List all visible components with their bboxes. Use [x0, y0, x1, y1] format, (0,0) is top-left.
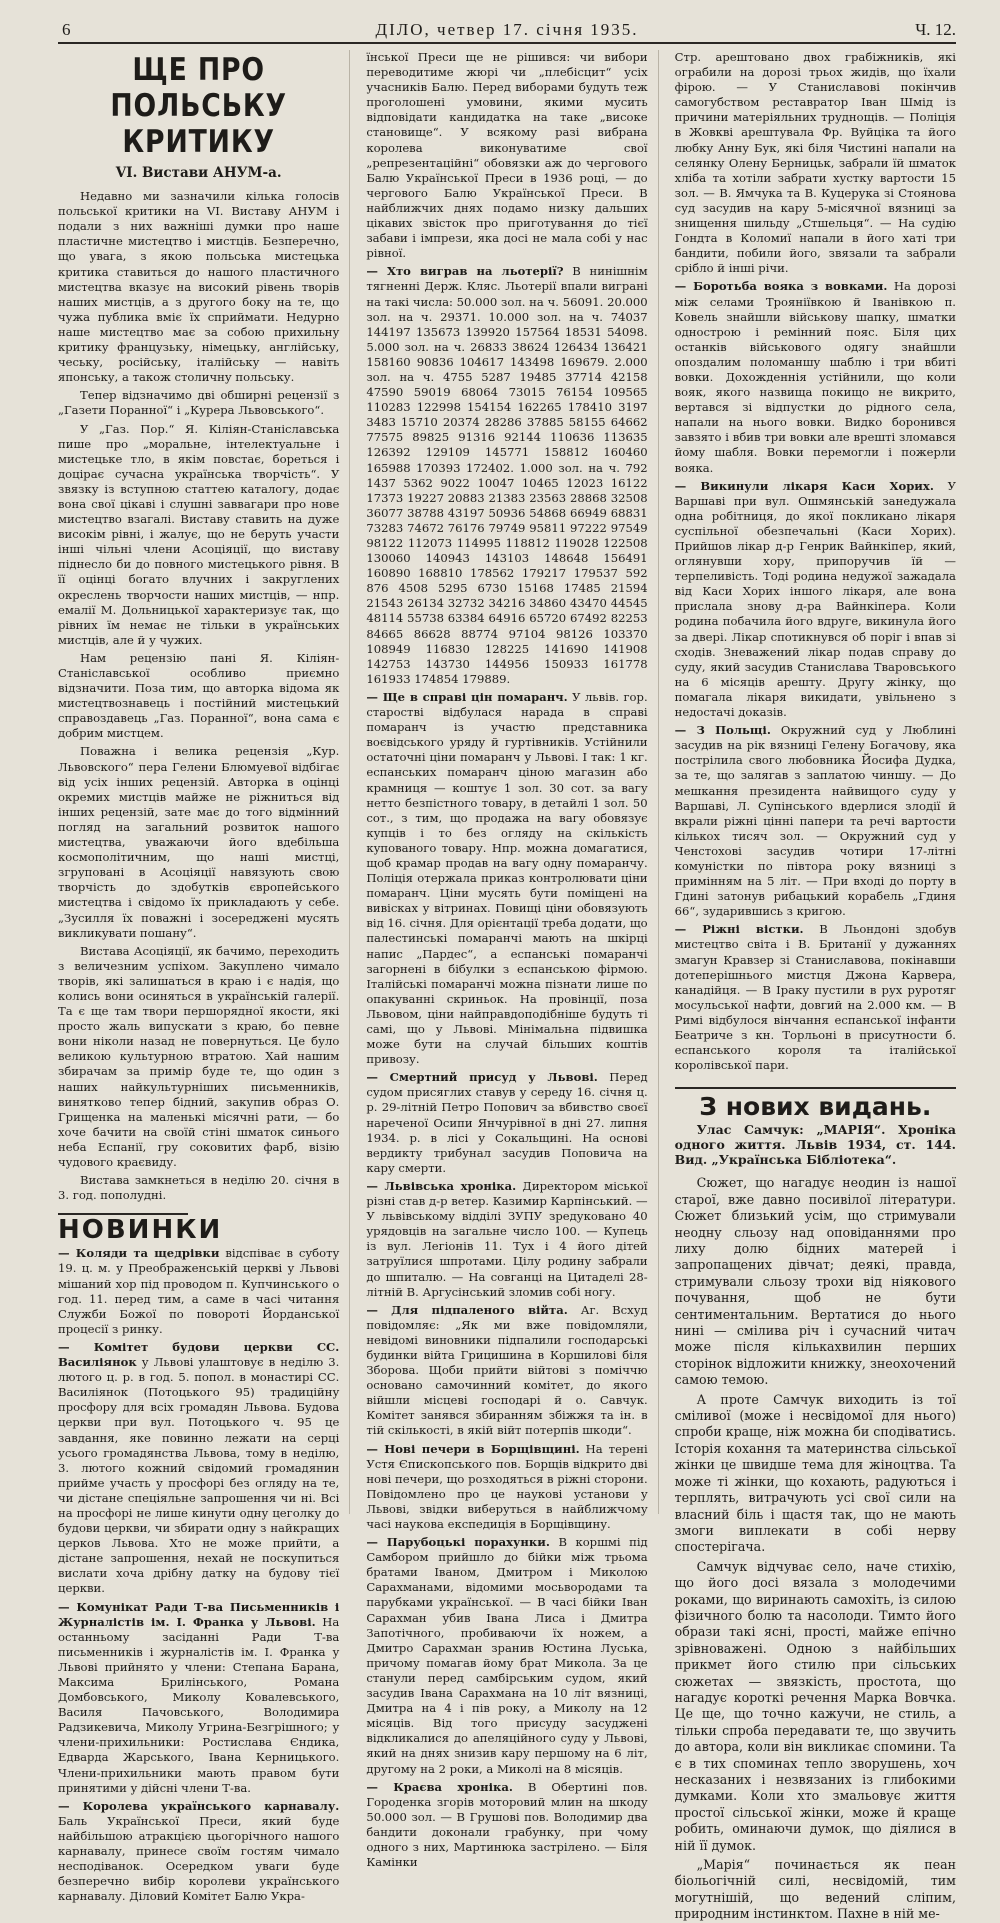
- news-item-lead: — Ріжні вістки.: [674, 922, 804, 937]
- news-item: [366, 1780, 647, 1871]
- news-item-text: У Варшаві при вул. Ошмянській занедужала одна робітниця, до якої покликано лікаря суспільної обезпечальні (Каси Хорих). Прийшов лікар д-р Генрик Вайнкіпер, який, оглянувши хору, припоручив їй — терпеливість. Тоді родина недужої зажадала від Каси Хорих іншого лікаря, але вона прислала знову д-ра Вайнкіпера. Коли родина побачила його вдруге, викинула його за двері. Лікар спотикнувся об поріг і впав зі сходів. Зневажений лікар подав справу до суду, який засудив Станислава Тваровського на 6 місяців арешту. Другу жінку, що помагала лікаря викидати, увільнено з недостачі доказів.: [674, 478, 956, 720]
- news-item: [58, 1600, 339, 1796]
- news-item: [366, 1179, 647, 1300]
- review-paragraph: Сюжет, що нагадує неодин із нашої старої, вже давно посивілої літератури. Сюжет близький усім, що стримували неодну сльозу над оповіданнями про лиху долю бідних матерей і запропащених дівчат; деякі, правда, стримували сльозу трохи від ніякового почування, щоб не бути сентиментальним. Вертатися до нього нині — смілива річ і сучасний читач може після кількахвилин перших сторінок відложити книжку, знеохочений самою темою.: [674, 1175, 956, 1388]
- news-item-lead: — Комітет будови церкви СС. Василіянок: [58, 1339, 340, 1370]
- reviews-section-title: З нових видань.: [675, 1087, 956, 1114]
- page-number: 6: [62, 20, 71, 39]
- news-item-lead: — Нові печери в Борщівщині.: [366, 1441, 580, 1456]
- news-item: [58, 1246, 339, 1337]
- news-item-text: Окружний суд у Люблині засудив на рік вязниці Гелену Богачову, яка пострілила свого любовника Йосифа Дудка, за те, що залягав з заплатою чиншу. — До мешкання президента найвищого суду у Варшаві, Л. Супінського вдерлися злодії й вкрали ріжні цінні папери та речі вартости кількох тисяч зол. — Окружний суд у Ченстохові засудив чотири 17-літні комуністки по півтора року вязниці з примінням на 5 літ. — При вході до порту в Гдині затонув рибацький корабель „Гдиня 66“, зударившись з кригою.: [674, 723, 956, 919]
- review-paragraph: А проте Самчук виходить із тої сміливої (може і несвідомої для нього) спроби краще, ніж можна би сподіватись. Історія кохання та материнства сільської жінки це швидше тема для жіноцтва. Та може ті жінки, що кохають, радуються і терплять, витрачують усі свої сили на власний біль і щастя так, що не мають змоги виплекати в собі нерву спостерігача.: [674, 1391, 956, 1555]
- news-item-text: Директором міської різні став д-р ветер. Казимир Карпінський. — У львівському відділі ЗУПУ зредуковано 40 урядовців на загальне число 100. — Купець із вул. Легіонів 11. Тух і 4 його дітей затруїлися шпротами. Цілу родину забрали до шпиталю. — На совганці на Цитаделі 28-літній В. Аргусінський зломив собі ногу.: [366, 1178, 648, 1299]
- news-item: [675, 922, 956, 1073]
- news-item-text: у Львові улаштовує в неділю 3. лютого ц. р. в год. 5. попол. в монастирі СС. Василіянок (Потоцького 95) традиційну просфору для всіх громадян Львова. Будова церкви при вул. Потоцького ч. 95 це завдання, яке повинно лежати на серці усього громадянства Львова, тому в неділю, 3. лютого кожний свідомий громадянин прийме участь у просфорі без огляду на те, чи дістане спеціяльне запрошення чи ні. Всі на просфорі не лише кинути одну цеголку до будови церкви, чи збирати одну з найкращих церков Львова. Хто не може прийти, а дістане запрошення, нехай не поскупиться вислати хоча дрібну датку на будову тієї церкви.: [58, 1355, 340, 1596]
- news-item-text: На дорозі між селами Трояніївкою й Іванівкою п. Ковель знайшли військову шапку, шматки однострою і ремінний пояс. Біля цих останків військового одягу знайшли опоздалим поломаншу шаблю і три вбиті вовки. Дохожденнія устійнили, що коли вояк, якого назвища покищо не викрито, вертався зі відпустки до рідного села, напали на нього вовки. Видко боронився завзято і вбив три вовки але врешті зломався йому шабля. Вовки перемогли і пожерли вояка.: [674, 279, 956, 475]
- article-paragraph: Нам рецензію пані Я. Кіліян-Станіславської особливо приємно відзначити. Поза тим, що авторка відома як мистецтвознавець і постійний мистецький справоздавець „Газ. Поранної“, вона сама є добрим мистцем.: [58, 650, 340, 741]
- news-item-text: В Льондоні здобув мистецтво світа і В. Британії у дужаннях змагун Кравзер зі Станиславова, покінавши дотеперішнього мистця Джона Карвера, канадійця. — В Іраку пустили в рух руротяг мосульської нафти, довгий на 2.000 км. — В Римі відбулося вінчання еспанської інфанти Беатриче з кн. Торльоні в присутности б. еспанського короля та італійської королівської пари.: [674, 922, 956, 1073]
- article-paragraph: Вистава Асоціяції, як бачимо, переходить з величезним успіхом. Закуплено чимало творів, які залишаться в краю і є надія, що колись вони осиняться в українській галерії. Та є ще там твори першорядної якости, які просто жаль випускати з краю, бо певне вони ніколи назад не повернуться. Це було великою культурною втратою. Хай нашим збирачам за примір буде те, що один з наших найкультурніших письменників, винятково тепер бідний, закупив образ О. Грищенка на маленькі місячні рати, — бо хоче бачити на своїй стіні шматок синього неба Еспанії, гру соковитих фарб, візію чудового краєвиду.: [58, 943, 340, 1169]
- news-item-text: В коршмі під Самбором прийшло до бійки між трьома братами Іваном, Дмитром і Миколою Сарахманами, відомими мосьвородами та парубками української. — В часі бійки Іван Сарахман убив Івана Лиса і Дмитра Запотічного, пробиваючи їх ножем, а Дмитро Сарахман зранив Юстина Луська, причому помагав йому брат Микола. За це станули перед самбірським судом, який засудив Івана Сарахмана на 10 літ вязниці, Дмитра на 4 і пів року, а Миколу на 12 місяців. Від того присуду засуджені відкликалися до апеляційного суду у Львові, який на днях знизив кару першому на 6 літ, другому на 2 роки, а Миколі на 8 місяців.: [366, 1535, 648, 1776]
- news-item: [58, 1799, 339, 1905]
- news-item-text: Перед судом присяглих ставув у середу 16. січня ц. р. 29-літній Петро Попович за вбивство своєї нареченої Осипи Янчурівної в дні 27. липня 1934. р. в лісі у Сокальщині. На основі вердикту трибунал засудив Поповича на кару смерти.: [366, 1070, 648, 1175]
- news-item: [675, 479, 956, 721]
- news-item-text: Аг. Всхуд повідомляє: „Як ми вже повідомляли, невідомі виновники підпалили господарські будинки війта Грицишина в Коршилові біля Зборова. Щоби прийти війтові з поміччю основано самочинний комітет, до якого війшли місцеві господарі й о. Савчук. Комітет занявся збиранням збіжжя та ін. в тій скількості, в якій війт потерпів шкоди“.: [366, 1302, 648, 1438]
- article-paragraph: Поважна і велика рецензія „Кур. Львовского“ пера Гелени Блюмуевої відбігає від усіх інших рецензій. Авторка в оцінці окремих мистців майже не ріжниться від інших рецензій, зате має до того відмінний погляд на загальний розвиток нашого мистецтва, уважаючи його вдебільша космополітичним, що наші мистці, згруповані в Асоціяції навязують свою творчість до здобутків європейського мистецтва і свідомо їх прикладають у себе. „Зусилля їх поважні і зосереджені мусять викликувати пошану“.: [58, 744, 340, 940]
- news-item-lead: — Комунікат Ради Т-ва Письменників і Журналістів ім. І. Франка у Львові.: [58, 1599, 340, 1629]
- article-paragraph: Тепер відзначимо дві обширні рецензії з „Газети Поранної“ і „Курера Львовського“.: [58, 388, 340, 418]
- news-item-lead: — З Польщі.: [674, 723, 771, 738]
- review-body: [675, 1175, 956, 1922]
- column-1: [58, 50, 350, 1904]
- news-item: [366, 1442, 647, 1533]
- continued-paragraph: Стр. арештовано двох грабіжників, які ограбили на дорозі трьох жидів, що їхали фірою. — У Станиславові покінчив самогубством реставратор Іван Шмід із причини матеріяльних труднощів. — Поліція в Жовкві арештувала Фр. Вуйціка та його любку Анну Бук, які біля Чистині напали на селянку Олену Берницьк, забрали їй шматок хліба та хотіли забрати хустку вартости 15 зол. — В. Ямчука та В. Куцерука зі Стоянова суд засудив на кару 5-місячної вязниці за знищення шильду „Стшельця“. — На судію Гондта в Коломиї напали в його хаті три бандити, побили його, звязали та забрали срібло й інші річи.: [674, 50, 956, 276]
- news-section-title: НОВИНКИ: [58, 1215, 223, 1246]
- news-item-text: В Обертині пов. Городенка згорів моторовий млин на шкоду 50.000 зол. — В Грушові пов. Володимир два бандити доконали грабунку, при чому одного з них, Мартинюка застрілено. — Біля Камінки: [366, 1779, 648, 1870]
- news-item: [366, 1303, 647, 1439]
- news-item-text: У львів. гор. старостві відбулася нарада в справі помаранч із участю представника воєвідського уряду й гуртівників. Устійнили остаточні ціни помаранч у Львові. І так: 1 кг. еспанських помаранч ціною магазин або крамниця — коштує 1 зол. 30 сот. за вагу нетто безпістного товару, в детайлі 1 зол. 50 сот., з тим, що продажа на вагу обовязує купців і то без огляду на скількість купованого товару. Нпр. можна домагатися, щоб крамар продав на вагу одну помаранчу. Поліція отержала приказ контролювати ціни помаранч. Ціни мусять бути поміщені на вивісках у вітринах. Повищі ціни обовязують від 16. січня. Для орієнтації треба додати, що палестинські помаранчі мають на шкірці напис „Пардес“, а еспанські помаранчі загорнені в бібулки з еспанською фірмою. Італійські помаранчі можна пізнати лише по опакуванні скриньок. На провінції, поза Львовом, ціни найправдоподібніше будуть ті самі, що у Львові. Мінімальна підвишка може бути на случай більших коштів привозу.: [366, 689, 648, 1067]
- article-subhead: VI. Вистави АНУМ-а.: [115, 165, 282, 181]
- column-2: [366, 50, 658, 1870]
- article-paragraph: У „Газ. Пор.“ Я. Кіліян-Станіславська пише про „моральне, інтелектуальне і мистецьке тло, в якім повстає, бореться і доцірає сучасна українська творчість“. У звязку із вступною статтею каталогу, додає вона свої цікаві і слушні заввагари про нове мистецтво взагалі. Виставу ставить на дуже високім рівні, і жалує, що не беруть участи інші чільні члени Асоціяції, що виставу піднесло би до повного мистецького рівня. В її оцінці богато влучних і закруглених окреслень творчости наших мистців, — нпр. емалії М. Дольницької характеризує так, що рівних їм немає не тільки в українських мистців, але й у чужих.: [58, 421, 340, 647]
- news-item: [366, 1070, 647, 1176]
- news-item: [675, 279, 956, 475]
- article-paragraph: Вистава замкнеться в неділю 20. січня в 3. год. пополудні.: [58, 1173, 340, 1203]
- news-item: [675, 723, 956, 919]
- news-item: [366, 1535, 647, 1777]
- news-item-text: В нинішнім тягненні Держ. Кляс. Льотерії впали виграні на такі числа: 50.000 зол. на ч. 56091. 20.000 зол. на ч. 29371. 10.000 зол. на ч. 74037 144197 135673 139920 157564 18531 54098. 5.000 зол. на ч. 26833 38624 126434 136421 158160 90836 104617 143498 169679. 2.000 зол. на ч. 4755 5287 19485 37714 42158 47590 59019 68064 73015 76154 109565 110283 122998 154154 162265 178410 3197 3483 15710 20374 28286 37885 58155 64662 77575 89825 91316 92144 110636 113635 126392 129109 145771 158812 160460 165988 170393 172402. 1.000 зол. на ч. 792 1437 5362 9022 10047 10465 12023 16122 17373 19227 20883 21383 23563 28868 32508 36077 38788 43197 50936 54868 66949 68831 73283 74672 76176 79749 95811 97222 97549 98122 112073 114995 118812 119028 122508 130060 140943 143103 148648 156491 160890 168810 178562 179217 179537 592 876 4508 5295 6730 15168 17485 21594 21543 26134 32732 34216 34860 43470 44545 48114 55738 63384 64916 65720 67492 82253 84665 86628 88774 97104 98126 103370 108949 116830 128225 141690 141908 142753 143730 144956 150933 161778 161933 174854 179889.: [366, 264, 648, 686]
- news-item-lead: — Смертний присуд у Львові.: [366, 1070, 598, 1085]
- review-paragraph: „Марія“ починається як пеан біольогічній силі, несвідомій, тим могутнішій, що ведений сліпим, природним інстинктом. Пахне в ній ме-: [674, 1857, 956, 1922]
- news-item-lead: — Коляди та щедрівки: [58, 1246, 220, 1261]
- news-item-text: На останньому засіданні Ради Т-ва письменників і журналістів ім. І. Франка у Львові прийнято у члени: Степана Барана, Максима Брилінського, Романа Домбовського, Миколу Ковалевського, Василя Пачовського, Володимира Радзикевича, Миколу Угрина-Безгрішного; у члени-прихильники: Ростислава Єндика, Едварда Жарського, Івана Керницького. Члени-прихильники мають правом бути принятими у дійсні члени Т-ва.: [58, 1614, 340, 1795]
- news-item: [58, 1340, 339, 1597]
- news-item-text: відспіває в суботу 19. ц. м. у Преображенській церкві у Львові мішаний хор під проводом п. Купчинського о год. 11. перед тим, а саме в часі читання Служби Божої по повороті Йорданської процесії з ринку.: [58, 1246, 340, 1336]
- newspaper-title-date: ДІЛО, четвер 17. січня 1935.: [375, 20, 639, 39]
- news-item-lead: — Краєва хроніка.: [366, 1779, 513, 1794]
- news-item-lead: — Боротьба вояка з вовками.: [674, 279, 888, 294]
- article-paragraph: Недавно ми зазначили кілька голосів польської критики на VI. Виставу АНУМ і подали з них важніші думки про наше пластичне мистецтво і мистців. Безперечно, що увага, з якою польська мистецька критика ставиться до нашого пластичного мистецтва вказує на високий рівень творів наших мистців, а з другого боку на те, що чужа публика вміє їх сприймати. Недурно наше мистецтво має за собою прихильну критику французьку, німецьку, англійську, чеську, російську, італійську — навіть японську, а також столичну польську.: [58, 189, 340, 385]
- column-3: [674, 50, 956, 1922]
- masthead: [58, 18, 956, 44]
- news-item-lead: — Для підпаленого війта.: [366, 1302, 568, 1317]
- news-item-lead: — Парубоцькі порахунки.: [366, 1535, 550, 1550]
- news-item-text: Баль Української Преси, який буде найбільшою атракцією цьогорічного нашого карнавалу, принесе своїм гостям чимало несподіванок. Осередком уваги буде безперечно вибір королеви українського карнавалу. Діловий Комітет Балю Укра-: [58, 1813, 340, 1904]
- news-item-lead: — Викинули лікаря Каси Хорих.: [674, 478, 934, 493]
- news-item-lead: — Ще в справі цін помаранч.: [366, 689, 568, 704]
- issue-number: Ч. 12.: [915, 20, 956, 39]
- news-item: [366, 690, 647, 1067]
- article-headline: ЩЕ ПРО ПОЛЬСЬКУ КРИТИКУ: [110, 52, 287, 160]
- news-item-lead: — Королева українського карнавалу.: [58, 1798, 340, 1813]
- review-paragraph: Самчук відчуває село, наче стихію, що його досі вязала з молодечими роками, що виринають самохіть, із силою фізичного болю та насолоди. Тимто його образи такі ясні, прості, майже епічно зрівноважені. Одною з найбільших прикмет його стилю при сільських сюжетах — звязкість, простота, що нагадує короткі речення Марка Вовчка. Це ще, що точно кажучи, не стиль, а тільки спроба передавати те, що звучить до автора, коли він викликає спомини. Та є в тих споминах тепло зворушень, хоч несказаних і незвязаних із глибокими думками. Коли хто змальовує життя простої сільської жінки, може й краще робить, оминаючи думок, що діялися в ній її думок.: [674, 1558, 956, 1853]
- news-item: [366, 264, 647, 687]
- review-book-title: Улас Самчук: „МАРІЯ“. Хроніка одного життя. Львів 1934, ст. 144. Вид. „Українська Бібліотека“.: [674, 1122, 956, 1168]
- news-item-lead: — Хто виграв на льотерії?: [366, 264, 564, 279]
- continued-paragraph: їнської Преси ще не рішився: чи вибори переводитиме жюрі чи „плебісцит“ усіх учасників Балю. Перед виборами будуть теж проголошені умовини, якими мусить відповідати кандидатка на таке „високе становище“. У всякому разі вибрана королева виконуватиме свої „репрезентаційні“ обовязки аж до чергового Балю Української Преси в 1936 році, — до чергового Балю Української Преси. В найближчих днях подамо низку дальших цікавих звісток про приготування до тієї забави і імпрези, яка досі не мала собі у нас рівної.: [366, 50, 648, 261]
- news-item-lead: — Львівська хроніка.: [366, 1178, 517, 1193]
- news-item-text: На терені Устя Єпископського пов. Борщів відкрито дві нові печери, що розходяться в ріжні сторони. Повідомлено про це наукові установи у Львові, звідки виберуться в найближчому часі наукова експедиція в Борщівщину.: [366, 1441, 648, 1531]
- columns: [58, 50, 956, 1922]
